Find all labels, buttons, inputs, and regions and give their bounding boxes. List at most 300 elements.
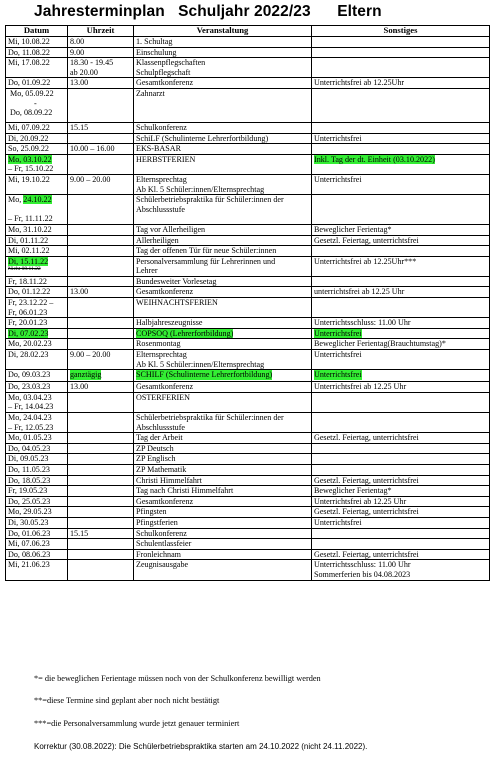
table-row — [6, 454, 490, 465]
veranstaltung-line: Gesamtkonferenz — [136, 78, 194, 88]
cell-uhrzeit — [68, 37, 134, 48]
datum-line: Mi, 07.06.23 — [8, 539, 50, 549]
sonstiges-line: Inkl. Tag der dt. Einheit (03.10.2022) — [314, 154, 435, 164]
cell-datum — [6, 144, 68, 155]
veranstaltung-line: Schülerbetriebspraktika für Schüler:innen der — [136, 413, 284, 422]
cell-uhrzeit — [68, 560, 134, 580]
cell-sonstiges — [312, 256, 490, 276]
header-sonstiges: Sonstiges — [312, 26, 490, 37]
cell-datum — [6, 464, 68, 475]
cell-uhrzeit — [68, 133, 134, 144]
cell-datum — [6, 413, 68, 433]
veranstaltung-line: Tag der Arbeit — [136, 433, 183, 443]
cell-uhrzeit — [68, 339, 134, 350]
cell-sonstiges — [312, 78, 490, 89]
page-title — [34, 3, 382, 21]
cell-veranstaltung — [134, 235, 312, 246]
table-row — [6, 122, 490, 133]
cell-veranstaltung — [134, 496, 312, 507]
sonstiges-line: Unterrichtsfrei ab 12.25 Uhr — [314, 382, 407, 392]
cell-datum — [6, 528, 68, 539]
cell-uhrzeit — [68, 464, 134, 475]
sonstiges-line: Gesetzl. Feiertag, unterrichtsfrei — [314, 475, 419, 485]
cell-datum — [6, 58, 68, 78]
cell-veranstaltung — [134, 454, 312, 465]
table-row — [6, 539, 490, 550]
cell-sonstiges — [312, 507, 490, 518]
cell-uhrzeit — [68, 328, 134, 339]
sonstiges-line: Unterrichtsfrei — [314, 350, 362, 360]
cell-veranstaltung — [134, 88, 312, 122]
cell-uhrzeit — [68, 122, 134, 133]
header-uhrzeit: Uhrzeit — [68, 26, 134, 37]
veranstaltung-line: Lehrer — [136, 266, 158, 276]
datum-line: Di, 30.05.23 — [8, 517, 49, 527]
table-row — [6, 413, 490, 433]
uhrzeit-line: 15.15 — [70, 528, 89, 538]
table-row — [6, 475, 490, 486]
datum-line: – Fr, 14.04.23 — [8, 402, 54, 412]
veranstaltung-line: Personalversammlung für Lehrerinnen und — [136, 256, 276, 266]
cell-datum — [6, 287, 68, 298]
cell-sonstiges — [312, 475, 490, 486]
cell-sonstiges — [312, 392, 490, 412]
table-row — [6, 339, 490, 350]
datum-line: Fr, 06.01.23 — [8, 307, 48, 317]
datum-line: Do, 01.12.22 — [8, 287, 51, 297]
cell-sonstiges — [312, 486, 490, 497]
table-row — [6, 443, 490, 454]
datum-line: – Fr, 12.05.23 — [8, 422, 54, 432]
footnote-correction: Korrektur (30.08.2022): Die Schülerbetriebspraktika starten am 24.10.2022 (nicht 24.11.2022). — [34, 742, 368, 751]
sonstiges-line: Unterrichtsfrei — [314, 133, 362, 143]
cell-veranstaltung — [134, 37, 312, 48]
cell-uhrzeit — [68, 174, 134, 194]
veranstaltung-line: HERBSTFERIEN — [136, 154, 196, 164]
cell-veranstaltung — [134, 328, 312, 339]
cell-datum — [6, 443, 68, 454]
cell-uhrzeit — [68, 517, 134, 528]
uhrzeit-line: 9.00 – 20.00 — [70, 174, 111, 184]
cell-uhrzeit — [68, 88, 134, 122]
cell-uhrzeit — [68, 433, 134, 444]
datum-line: So, 25.09.22 — [8, 144, 49, 154]
cell-uhrzeit — [68, 246, 134, 257]
datum-line: Mi, 21.06.23 — [8, 560, 50, 570]
cell-veranstaltung — [134, 370, 312, 382]
veranstaltung-line: 1. Schultag — [136, 37, 173, 46]
sonstiges-line: Unterrichtsschluss: 11.00 Uhr — [314, 560, 411, 570]
cell-veranstaltung — [134, 298, 312, 318]
table-row — [6, 195, 490, 225]
cell-sonstiges — [312, 370, 490, 382]
table-row — [6, 560, 490, 580]
cell-veranstaltung — [134, 528, 312, 539]
cell-sonstiges — [312, 464, 490, 475]
cell-uhrzeit — [68, 195, 134, 225]
cell-veranstaltung — [134, 318, 312, 329]
cell-veranstaltung — [134, 517, 312, 528]
cell-datum — [6, 246, 68, 257]
veranstaltung-line: Fronleichnam — [136, 549, 181, 559]
cell-datum — [6, 328, 68, 339]
cell-sonstiges — [312, 133, 490, 144]
cell-uhrzeit — [68, 392, 134, 412]
table-row — [6, 246, 490, 257]
table-row — [6, 496, 490, 507]
cell-sonstiges — [312, 122, 490, 133]
cell-veranstaltung — [134, 486, 312, 497]
table-row — [6, 328, 490, 339]
cell-veranstaltung — [134, 122, 312, 133]
cell-uhrzeit — [68, 413, 134, 433]
datum-line: Do, 23.03.23 — [8, 382, 51, 392]
veranstaltung-line: Schulentlassfeier — [136, 539, 192, 549]
uhrzeit-line: 13.00 — [70, 287, 89, 297]
table-row — [6, 78, 490, 89]
cell-sonstiges — [312, 433, 490, 444]
cell-datum — [6, 318, 68, 329]
title-main: Jahresterminplan — [34, 3, 165, 20]
sonstiges-line: Gesetzl. Feiertag, unterrichtsfrei — [314, 235, 419, 245]
veranstaltung-line: ZP Deutsch — [136, 443, 174, 453]
cell-veranstaltung — [134, 475, 312, 486]
datum-line: Mo, 31.10.22 — [8, 224, 52, 234]
cell-sonstiges — [312, 350, 490, 370]
veranstaltung-line: Einschulung — [136, 47, 177, 57]
datum-line: Mi, 17.08.22 — [8, 58, 50, 68]
cell-sonstiges — [312, 174, 490, 194]
cell-veranstaltung — [134, 433, 312, 444]
cell-sonstiges — [312, 276, 490, 287]
schedule-table — [5, 25, 490, 581]
cell-veranstaltung — [134, 78, 312, 89]
table-row — [6, 235, 490, 246]
veranstaltung-line: Halbjahreszeugnisse — [136, 318, 203, 328]
cell-sonstiges — [312, 88, 490, 122]
veranstaltung-line: ZP Englisch — [136, 454, 176, 464]
datum-line: Do, 09.03.23 — [8, 370, 51, 380]
header-veranstaltung: Veranstaltung — [134, 26, 312, 37]
cell-veranstaltung — [134, 276, 312, 287]
cell-uhrzeit — [68, 539, 134, 550]
datum-line: Mo, 29.05.23 — [8, 507, 52, 517]
table-row — [6, 276, 490, 287]
cell-veranstaltung — [134, 195, 312, 225]
cell-veranstaltung — [134, 560, 312, 580]
veranstaltung-line: Elternsprechtag — [136, 174, 187, 184]
table-row — [6, 318, 490, 329]
cell-sonstiges — [312, 37, 490, 48]
veranstaltung-line: Allerheiligen — [136, 235, 179, 245]
cell-sonstiges — [312, 246, 490, 257]
cell-veranstaltung — [134, 464, 312, 475]
veranstaltung-line: Bundesweiter Vorlesetag — [136, 276, 217, 286]
sonstiges-line: Beweglicher Ferientag* — [314, 486, 392, 496]
sonstiges-line: Unterrichtsschluss: 11.00 Uhr — [314, 318, 411, 328]
datum-line: Do, 11.05.23 — [8, 464, 50, 474]
cell-uhrzeit — [68, 496, 134, 507]
uhrzeit-line: ab 20.00 — [70, 67, 98, 77]
veranstaltung-line: Elternsprechtag — [136, 350, 187, 360]
veranstaltung-line: COPSOQ (Lehrerfortbildung) — [136, 328, 234, 338]
datum-line: Do, 18.05.23 — [8, 475, 51, 485]
datum-line: – Fr, 11.11.22 — [8, 214, 53, 224]
table-row — [6, 256, 490, 276]
cell-datum — [6, 549, 68, 560]
datum-line: Fr, 23.12.22 – — [8, 298, 54, 308]
sonstiges-line: unterrichtsfrei ab 12.25 Uhr — [314, 287, 405, 297]
datum-line: Mi, 02.11.22 — [8, 246, 50, 256]
veranstaltung-line: Christi Himmelfahrt — [136, 475, 202, 485]
struck-old-date: Nicht 08.11.22 — [8, 266, 41, 273]
veranstaltung-line: Gesamtkonferenz — [136, 287, 194, 297]
cell-datum — [6, 350, 68, 370]
cell-datum — [6, 276, 68, 287]
table-row — [6, 517, 490, 528]
cell-uhrzeit — [68, 454, 134, 465]
table-row — [6, 350, 490, 370]
cell-uhrzeit — [68, 549, 134, 560]
veranstaltung-line: Abschlussstufe — [136, 204, 186, 214]
cell-sonstiges — [312, 195, 490, 225]
cell-datum — [6, 235, 68, 246]
datum-line: Do, 04.05.23 — [8, 443, 51, 453]
veranstaltung-line: Ab Kl. 5 Schüler:innen/Elternsprechtag — [136, 359, 265, 369]
cell-datum — [6, 486, 68, 497]
schedule-body — [6, 37, 490, 581]
cell-datum — [6, 433, 68, 444]
cell-uhrzeit — [68, 47, 134, 58]
uhrzeit-line: 9.00 – 20.00 — [70, 350, 111, 360]
cell-sonstiges — [312, 287, 490, 298]
cell-sonstiges — [312, 454, 490, 465]
cell-datum — [6, 133, 68, 144]
veranstaltung-line: Pfingstferien — [136, 517, 178, 527]
cell-datum — [6, 298, 68, 318]
footnote-movable-days: *= die beweglichen Ferientage müssen noch von der Schulkonferenz bewilligt werden — [34, 674, 321, 683]
uhrzeit-line: 13.00 — [70, 78, 89, 88]
uhrzeit-line: 15.15 — [70, 122, 89, 132]
cell-veranstaltung — [134, 154, 312, 174]
datum-line: Do, 25.05.23 — [8, 496, 51, 506]
datum-line: Do, 08.09.22 — [10, 108, 53, 118]
sonstiges-line: Gesetzl. Feiertag, unterrichtsfrei — [314, 433, 419, 443]
table-row — [6, 549, 490, 560]
uhrzeit-line: 13.00 — [70, 382, 89, 392]
cell-datum — [6, 122, 68, 133]
veranstaltung-line: Tag nach Christi Himmelfahrt — [136, 486, 234, 496]
veranstaltung-line: Zeugnisausgabe — [136, 560, 189, 570]
table-row — [6, 133, 490, 144]
sonstiges-line: Unterrichtsfrei ab 12.25 Uhr — [314, 496, 407, 506]
table-row — [6, 486, 490, 497]
veranstaltung-line: Zahnarzt — [136, 88, 165, 98]
datum-line: Di, 15.11.22 — [8, 256, 49, 266]
sonstiges-line: Gesetzl. Feiertag, unterrichtsfrei — [314, 507, 419, 517]
datum-line: Mo, 01.05.23 — [8, 433, 52, 443]
cell-sonstiges — [312, 318, 490, 329]
table-row — [6, 298, 490, 318]
sonstiges-line: Unterrichtsfrei — [314, 370, 362, 380]
cell-veranstaltung — [134, 382, 312, 393]
cell-sonstiges — [312, 328, 490, 339]
cell-sonstiges — [312, 235, 490, 246]
cell-veranstaltung — [134, 144, 312, 155]
datum-line: Di, 20.09.22 — [8, 133, 49, 143]
cell-uhrzeit — [68, 144, 134, 155]
datum-line: Mo, 05.09.22 — [10, 88, 54, 98]
veranstaltung-line: Ab Kl. 5 Schüler:innen/Elternsprechtag — [136, 184, 265, 194]
cell-veranstaltung — [134, 58, 312, 78]
cell-datum — [6, 539, 68, 550]
datum-line: Fr, 20.01.23 — [8, 318, 48, 328]
title-year: Schuljahr 2022/23 — [178, 3, 311, 20]
cell-sonstiges — [312, 443, 490, 454]
table-header-row — [6, 26, 490, 37]
table-row — [6, 392, 490, 412]
table-row — [6, 370, 490, 382]
header-datum: Datum — [6, 26, 68, 37]
datum-line: Do, 01.06.23 — [8, 528, 51, 538]
datum-line: Mi, 19.10.22 — [8, 174, 50, 184]
cell-veranstaltung — [134, 246, 312, 257]
datum-line: Mi, 10.08.22 — [8, 37, 50, 46]
uhrzeit-line: 18.30 - 19.45 — [70, 58, 114, 68]
cell-uhrzeit — [68, 276, 134, 287]
datum-line: Mo, 03.04.23 — [8, 392, 52, 402]
cell-uhrzeit — [68, 318, 134, 329]
datum-line: Mo, 24.10.22 — [8, 195, 52, 205]
cell-datum — [6, 475, 68, 486]
cell-veranstaltung — [134, 507, 312, 518]
sonstiges-line: Beweglicher Ferientag(Brauchtumstag)* — [314, 339, 446, 349]
cell-uhrzeit — [68, 154, 134, 174]
veranstaltung-line: Schulpflegschaft — [136, 67, 191, 77]
datum-line: Di, 09.05.23 — [8, 454, 49, 464]
cell-datum — [6, 195, 68, 225]
table-row — [6, 433, 490, 444]
table-row — [6, 464, 490, 475]
cell-sonstiges — [312, 539, 490, 550]
table-row — [6, 154, 490, 174]
cell-datum — [6, 370, 68, 382]
cell-sonstiges — [312, 58, 490, 78]
cell-datum — [6, 47, 68, 58]
veranstaltung-line: SCHILF (Schulinterne Lehrerfortbildung) — [136, 370, 273, 380]
cell-veranstaltung — [134, 443, 312, 454]
cell-veranstaltung — [134, 392, 312, 412]
cell-datum — [6, 88, 68, 122]
table-row — [6, 88, 490, 122]
cell-uhrzeit — [68, 256, 134, 276]
uhrzeit-line: 9.00 — [70, 47, 85, 57]
veranstaltung-line: SchiLF (Schulinterne Lehrerfortbildung) — [136, 133, 269, 143]
datum-line: Di, 28.02.23 — [8, 350, 49, 360]
table-row — [6, 37, 490, 48]
sonstiges-line: Gesetzl. Feiertag, unterrichtsfrei — [314, 549, 419, 559]
veranstaltung-line: Klassenpflegschaften — [136, 58, 206, 68]
datum-line: Mo, 03.10.22 — [8, 154, 52, 164]
sonstiges-line: Beweglicher Ferientag* — [314, 224, 392, 234]
cell-veranstaltung — [134, 539, 312, 550]
title-audience: Eltern — [337, 3, 382, 20]
sonstiges-line: Sommerferien bis 04.08.2023 — [314, 569, 411, 579]
cell-sonstiges — [312, 413, 490, 433]
cell-datum — [6, 560, 68, 580]
cell-datum — [6, 256, 68, 276]
table-row — [6, 47, 490, 58]
datum-line: – Fr, 15.10.22 — [8, 164, 54, 174]
sonstiges-line: Unterrichtsfrei — [314, 517, 362, 527]
table-row — [6, 144, 490, 155]
cell-veranstaltung — [134, 339, 312, 350]
datum-line: Mo, 24.04.23 — [8, 413, 52, 422]
datum-line: Do, 01.09.22 — [8, 78, 51, 88]
sonstiges-line: Unterrichtsfrei — [314, 174, 362, 184]
veranstaltung-line: Abschlussstufe — [136, 422, 186, 432]
cell-uhrzeit — [68, 475, 134, 486]
datum-line: Mo, 20.02.23 — [8, 339, 52, 349]
cell-veranstaltung — [134, 224, 312, 235]
cell-veranstaltung — [134, 47, 312, 58]
table-row — [6, 174, 490, 194]
veranstaltung-line: Gesamtkonferenz — [136, 382, 194, 392]
cell-sonstiges — [312, 560, 490, 580]
cell-sonstiges — [312, 154, 490, 174]
cell-datum — [6, 154, 68, 174]
cell-veranstaltung — [134, 256, 312, 276]
cell-sonstiges — [312, 298, 490, 318]
cell-uhrzeit — [68, 235, 134, 246]
cell-sonstiges — [312, 47, 490, 58]
cell-veranstaltung — [134, 287, 312, 298]
footnote-planned: **=diese Termine sind geplant aber noch nicht bestätigt — [34, 696, 220, 705]
cell-datum — [6, 454, 68, 465]
cell-sonstiges — [312, 382, 490, 393]
sonstiges-line: Unterrichtsfrei ab 12.25Uhr*** — [314, 256, 417, 266]
cell-uhrzeit — [68, 507, 134, 518]
cell-veranstaltung — [134, 549, 312, 560]
cell-sonstiges — [312, 496, 490, 507]
cell-sonstiges — [312, 224, 490, 235]
datum-line: Do, 08.06.23 — [8, 549, 51, 559]
cell-sonstiges — [312, 144, 490, 155]
cell-uhrzeit — [68, 443, 134, 454]
veranstaltung-line: Schulkonferenz — [136, 122, 187, 132]
cell-sonstiges — [312, 549, 490, 560]
uhrzeit-line: 10.00 – 16.00 — [70, 144, 115, 154]
veranstaltung-line: Schulkonferenz — [136, 528, 187, 538]
datum-line: Fr, 18.11.22 — [8, 276, 47, 286]
cell-datum — [6, 496, 68, 507]
sonstiges-line: Unterrichtsfrei ab 12.25Uhr — [314, 78, 405, 88]
table-row — [6, 528, 490, 539]
cell-uhrzeit — [68, 287, 134, 298]
veranstaltung-line: WEIHNACHTSFERIEN — [136, 298, 218, 308]
cell-datum — [6, 392, 68, 412]
veranstaltung-line: Pfingsten — [136, 507, 167, 517]
table-row — [6, 58, 490, 78]
veranstaltung-line: Tag vor Allerheiligen — [136, 224, 206, 234]
datum-line: Mi, 07.09.22 — [8, 122, 50, 132]
cell-uhrzeit — [68, 224, 134, 235]
veranstaltung-line: Schülerbetriebspraktika für Schüler:innen der — [136, 195, 284, 205]
table-row — [6, 382, 490, 393]
table-row — [6, 507, 490, 518]
cell-sonstiges — [312, 339, 490, 350]
veranstaltung-line: OSTERFERIEN — [136, 392, 190, 402]
